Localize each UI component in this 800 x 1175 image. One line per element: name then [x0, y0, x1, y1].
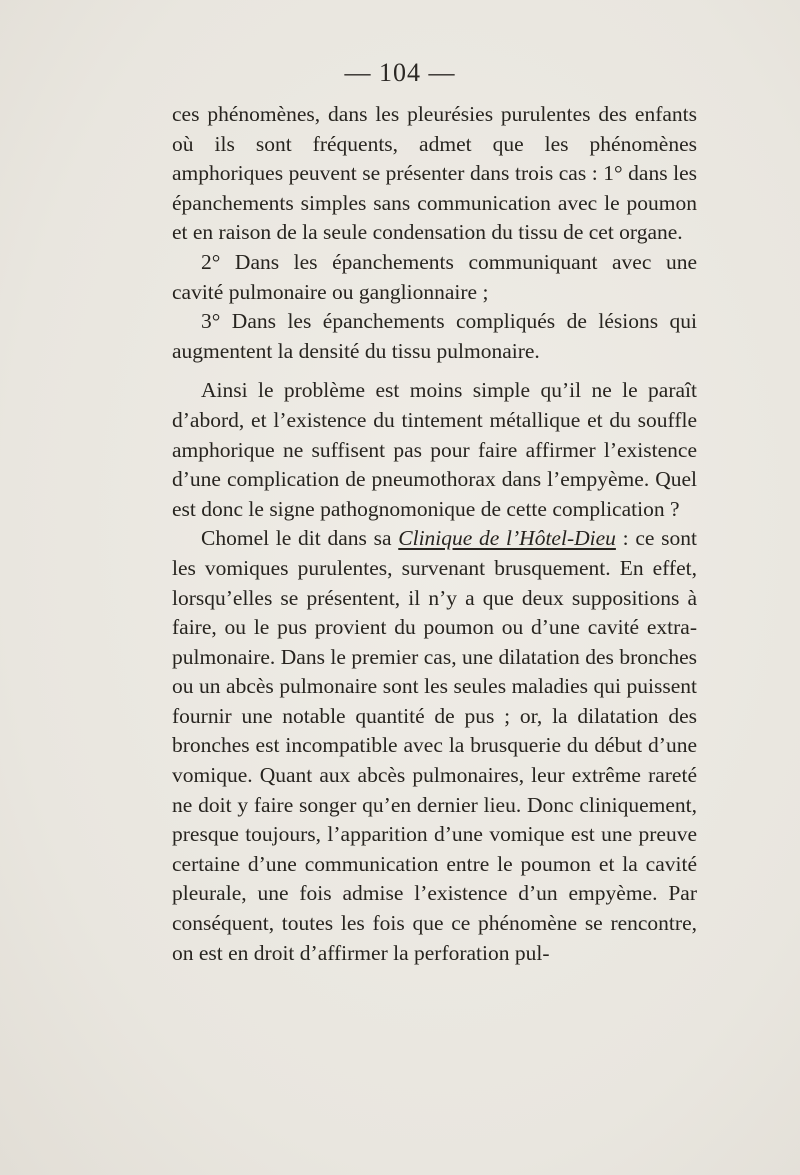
paragraph-5-rest: : ce sont les vomiques purulentes, survenant brusquement. En effet, lorsqu’elles se présentent, il n’y a que deux suppositions à faire, ou le pus provient du poumon ou d’une cavité extra-pulmonaire. Dans le premier cas, une dilatation des bronches ou un abcès pulmonaire sont les seules maladies qui puissent fournir une notable quantité de pus ; or, la dilatation des bronches est incompatible avec la brusquerie du début d’une vomique. Quant aux abcès pulmonaires, leur extrême rareté ne doit y faire songer qu’en dernier lieu. Donc cliniquement, presque toujours, l’apparition d’une vomique est une preuve certaine d’une communication entre le poumon et la cavité pleurale, une fois admise l’existence d’un empyème. Par conséquent, toutes les fois que ce phénomène se rencontre, on est en droit d’affirmer la perforation pul- [172, 526, 697, 965]
page-number: — 104 — [344, 58, 456, 87]
paragraph-3: 3° Dans les épanchements compliqués de lésions qui augmentent la densité du tissu pulmonaire. [172, 309, 697, 363]
paragraph-5-start: Chomel le dit dans sa [201, 526, 399, 551]
paragraph-1: ces phénomènes, dans les pleurésies purulentes des enfants où ils sont fréquents, admet que les phénomènes amphoriques peuvent se présenter dans trois cas : 1° dans les épanchements simples sans communication avec le poumon et en raison de la seule condensation du tissu de cet organe. [172, 102, 697, 245]
paragraph-2: 2° Dans les épanchements communiquant avec une cavité pulmonaire ou ganglionnaire ; [172, 249, 697, 304]
book-title-citation: Clinique de l’Hôtel-Dieu [398, 526, 616, 551]
paragraph-5 [172, 524, 697, 968]
paragraph-4: Ainsi le problème est moins simple qu’il ne le paraît d’abord, et l’existence du tintement métallique et du souffle amphorique ne suffisent pas pour faire affirmer l’existence d’une complication de pneumothorax dans l’empyème. Quel est donc le signe pathognomonique de cette complication ? [172, 378, 697, 521]
body-text [172, 100, 697, 968]
